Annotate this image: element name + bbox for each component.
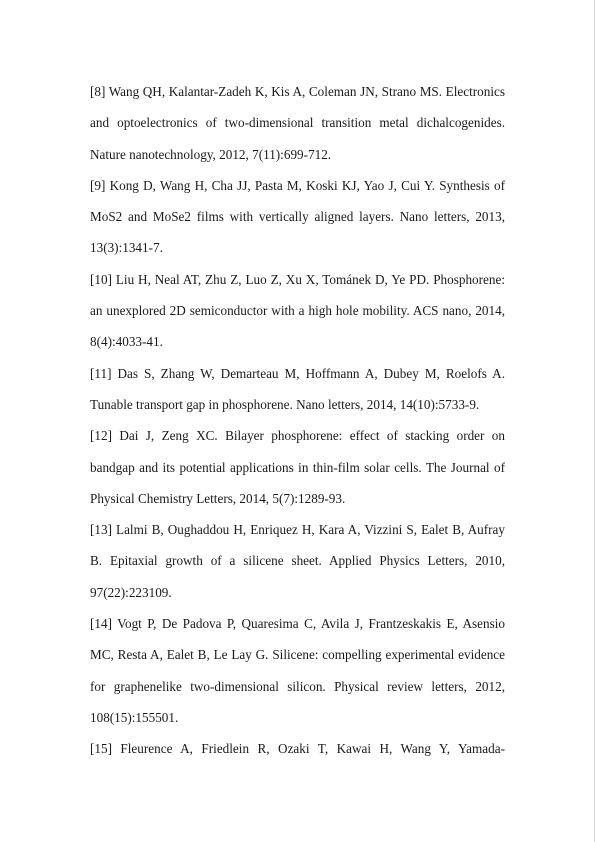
reference-9: [9] Kong D, Wang H, Cha JJ, Pasta M, Koski KJ, Yao J, Cui Y. Synthesis of MoS2 and MoSe2 films with vertically aligned layers. Nano letters, 2013, 13(3):1341-7. [90, 177, 505, 256]
reference-15: [15] Fleurence A, Friedlein R, Ozaki T, Kawai H, Wang Y, Yamada- [90, 741, 505, 757]
reference-13: [13] Lalmi B, Oughaddou H, Enriquez H, Kara A, Vizzini S, Ealet B, Aufray B. Epitaxial growth of a silicene sheet. Applied Physics Letters, 2010, 97(22):223109. [90, 522, 505, 600]
reference-10: [10] Liu H, Neal AT, Zhu Z, Luo Z, Xu X, Tománek D, Ye PD. Phosphorene: an unexplored 2D semiconductor with a high hole mobility. ACS nano, 2014, 8(4):4033-41. [90, 271, 505, 350]
reference-11: [11] Das S, Zhang W, Demarteau M, Hoffmann A, Dubey M, Roelofs A. Tunable transport gap in phosphorene. Nano letters, 2014, 14(10):5733-9. [90, 365, 505, 412]
reference-14: [14] Vogt P, De Padova P, Quaresima C, Avila J, Frantzeskakis E, Asensio MC, Resta A, Ealet B, Le Lay G. Silicene: compelling experimental evidence for graphenelike two-dimensional silicon. Physical review letters, 2012, 108(15):155501. [90, 616, 505, 725]
reference-list [90, 76, 505, 765]
reference-12: [12] Dai J, Zeng XC. Bilayer phosphorene: effect of stacking order on bandgap and its potential applications in thin-film solar cells. The Journal of Physical Chemistry Letters, 2014, 5(7):1289-93. [90, 428, 505, 506]
reference-8: [8] Wang QH, Kalantar-Zadeh K, Kis A, Coleman JN, Strano MS. Electronics and optoelectronics of two-dimensional transition metal dichalcogenides. Nature nanotechnology, 2012, 7(11):699-712. [90, 84, 505, 162]
